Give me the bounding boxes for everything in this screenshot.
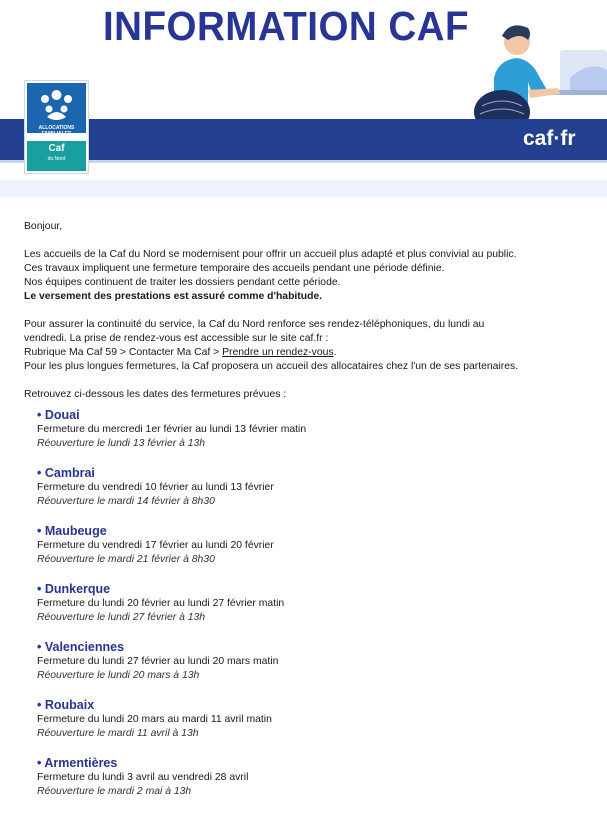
logo-line1: ALLOCATIONS <box>38 125 75 131</box>
closure-city: • Valenciennes <box>37 640 125 654</box>
header-separator <box>0 180 607 197</box>
service-line-2: vendredi. La prise de rendez-vous est accessible sur le site caf.fr : <box>24 333 329 344</box>
greeting: Bonjour, <box>24 221 63 232</box>
caf-fr-brand-mark: caf·fr <box>523 127 576 150</box>
closure-item <box>37 582 584 625</box>
closure-reopen: Réouverture le lundi 27 février à 13h <box>37 612 206 623</box>
intro-line-3: Nos équipes continuent de traiter les dossiers pendant cette période. <box>24 277 341 288</box>
closure-reopen: Réouverture le lundi 13 février à 13h <box>37 438 206 449</box>
closure-reopen: Réouverture le mardi 21 février à 8h30 <box>37 554 215 565</box>
closures-intro: Retrouvez ci-dessous les dates des fermetures prévues : <box>24 389 287 400</box>
rubrique-path: Rubrique Ma Caf 59 > Contacter Ma Caf > <box>24 347 223 358</box>
logo-caf-text: Caf <box>48 143 65 154</box>
closure-dates: Fermeture du lundi 20 février au lundi 27 février matin <box>37 598 285 609</box>
period: . <box>333 347 337 358</box>
closure-dates: Fermeture du lundi 27 février au lundi 20 mars matin <box>37 656 279 667</box>
caf-logo <box>24 80 89 174</box>
closure-city: • Armentières <box>37 756 118 770</box>
closure-city: • Douai <box>37 408 80 422</box>
closure-city: • Dunkerque <box>37 582 111 596</box>
logo-region-text: du Nord <box>47 156 66 162</box>
appointment-link[interactable]: Prendre un rendez-vous <box>222 347 334 358</box>
closure-item <box>37 640 584 683</box>
closure-city: • Roubaix <box>37 698 95 712</box>
header-banner <box>0 0 607 165</box>
closure-reopen: Réouverture le mardi 14 février à 8h30 <box>37 496 215 507</box>
person-laptop-illustration <box>472 20 607 120</box>
closure-dates: Fermeture du mercredi 1er février au lundi 13 février matin <box>37 424 307 435</box>
closure-item <box>37 408 584 451</box>
closure-dates: Fermeture du lundi 20 mars au mardi 11 avril matin <box>37 714 272 725</box>
intro-line-2: Ces travaux impliquent une fermeture temporaire des accueils pendant une période définie. <box>24 263 445 274</box>
closure-reopen: Réouverture le mardi 11 avril à 13h <box>37 728 199 739</box>
service-line-4: Pour les plus longues fermetures, la Caf proposera un accueil des allocataires chez l'un de ses partenaires. <box>24 361 519 372</box>
closure-item <box>37 466 584 509</box>
header-underline <box>0 160 607 163</box>
closure-reopen: Réouverture le mardi 2 mai à 13h <box>37 786 192 797</box>
header-blue-band <box>0 119 607 160</box>
banner-title: INFORMATION CAF <box>103 3 469 49</box>
logo-line2: FAMILIALES <box>41 131 72 137</box>
intro-line-1: Les accueils de la Caf du Nord se modernisent pour offrir un accueil plus adapté et plus convivial au public. <box>24 249 517 260</box>
closure-city: • Cambrai <box>37 466 95 480</box>
closure-item <box>37 756 584 799</box>
closure-dates: Fermeture du lundi 3 avril au vendredi 28 avril <box>37 772 249 783</box>
closure-item <box>37 524 584 567</box>
closures-list <box>24 408 584 799</box>
logo-allocations-text <box>25 125 88 137</box>
message-body <box>24 220 584 814</box>
closure-reopen: Réouverture le lundi 20 mars à 13h <box>37 670 200 681</box>
family-emblem-icon <box>27 83 86 125</box>
service-line-3 <box>24 346 584 360</box>
closure-item <box>37 698 584 741</box>
closure-city: • Maubeuge <box>37 524 107 538</box>
closure-dates: Fermeture du vendredi 17 février au lundi 20 février <box>37 540 274 551</box>
payment-notice: Le versement des prestations est assuré comme d'habitude. <box>24 291 323 302</box>
service-line-1: Pour assurer la continuité du service, la Caf du Nord renforce ses rendez-téléphoniques, du lundi au <box>24 319 485 330</box>
closure-dates: Fermeture du vendredi 10 février au lundi 13 février <box>37 482 274 493</box>
